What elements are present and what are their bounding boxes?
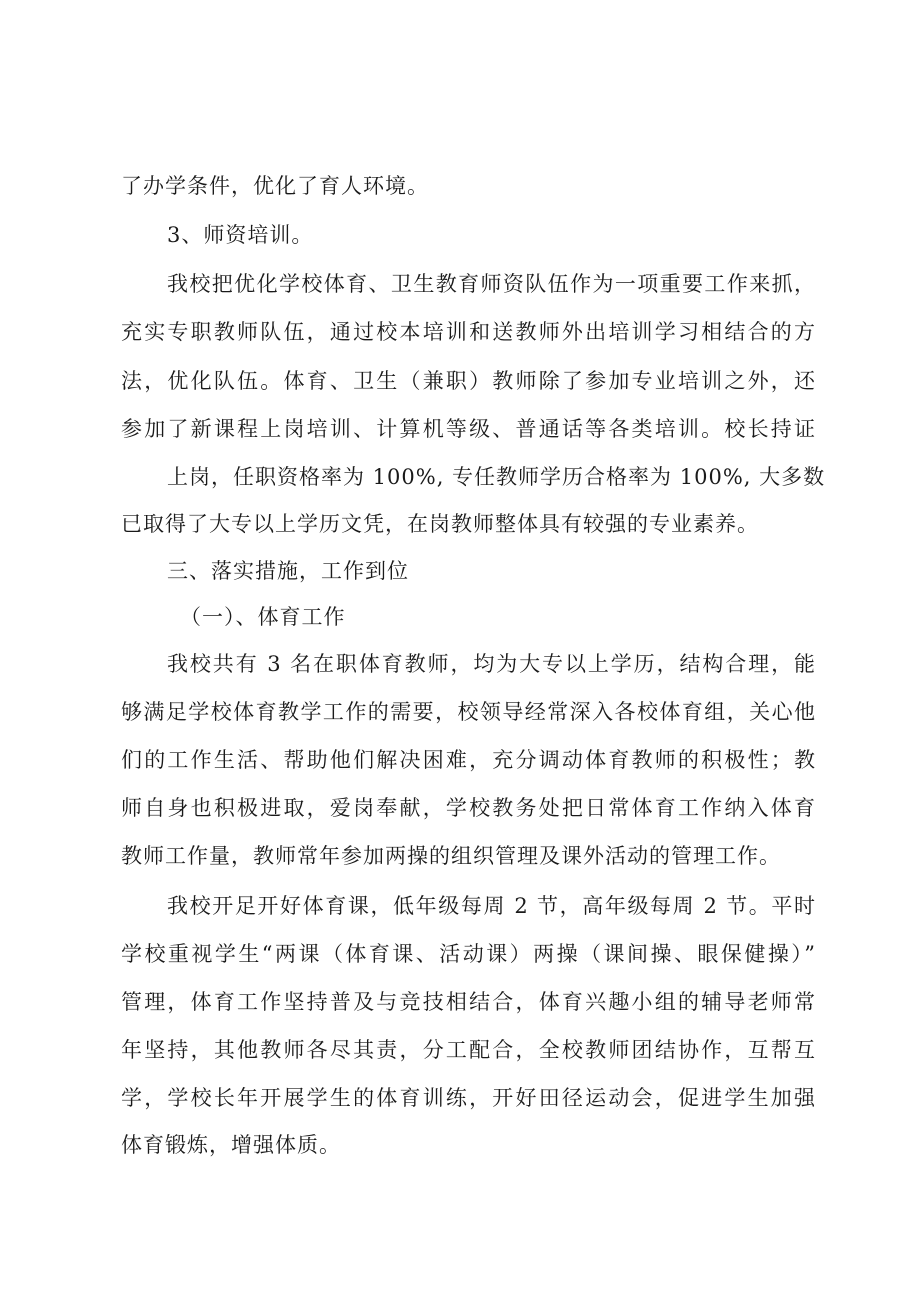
text-line: 管理，体育工作坚持普及与竞技相结合，体育兴趣小组的辅导老师常: [121, 990, 816, 1014]
text-line: 体育锻炼，增强体质。: [121, 1133, 341, 1157]
text-line: 师自身也积极进取，爱岗奉献，学校教务处把日常体育工作纳入体育: [121, 796, 816, 820]
section-heading: 3、师资培训。: [167, 223, 314, 247]
section-heading: 三、落实措施，工作到位: [167, 559, 409, 583]
text-line: 们的工作生活、帮助他们解决困难，充分调动体育教师的积极性；教: [121, 748, 816, 772]
text-line: 参加了新课程上岗培训、计算机等级、普通话等各类培训。校长持证: [121, 417, 816, 441]
text-line: 够满足学校体育教学工作的需要，校领导经常深入各校体育组，关心他: [121, 700, 816, 724]
text-line: 我校把优化学校体育、卫生教育师资队伍作为一项重要工作来抓，: [167, 272, 816, 296]
text-line: 学校重视学生“两课（体育课、活动课）两操（课间操、眼保健操）”: [121, 942, 816, 966]
subsection-heading: （一）、体育工作: [180, 605, 346, 629]
text-line: 充实专职教师队伍，通过校本培训和送教师外出培训学习相结合的方: [121, 320, 816, 344]
text-line: 学，学校长年开展学生的体育训练，开好田径运动会，促进学生加强: [121, 1086, 816, 1110]
text-line: 法，优化队伍。体育、卫生（兼职）教师除了参加专业培训之外，还: [121, 369, 816, 393]
text-line: 年坚持，其他教师各尽其责，分工配合，全校教师团结协作，互帮互: [121, 1038, 816, 1062]
text-line: 我校开足开好体育课，低年级每周 2 节，高年级每周 2 节。平时: [167, 894, 816, 918]
text-line: 了办学条件，优化了育人环境。: [121, 174, 429, 198]
text-line: 教师工作量，教师常年参加两操的组织管理及课外活动的管理工作。: [121, 844, 781, 868]
text-line: 已取得了大专以上学历文凭，在岗教师整体具有较强的专业素养。: [121, 512, 759, 536]
text-line: 上岗，任职资格率为 100%, 专任教师学历合格率为 100%, 大多数: [167, 465, 826, 489]
text-line: 我校共有 3 名在职体育教师，均为大专以上学历，结构合理，能: [167, 652, 816, 676]
